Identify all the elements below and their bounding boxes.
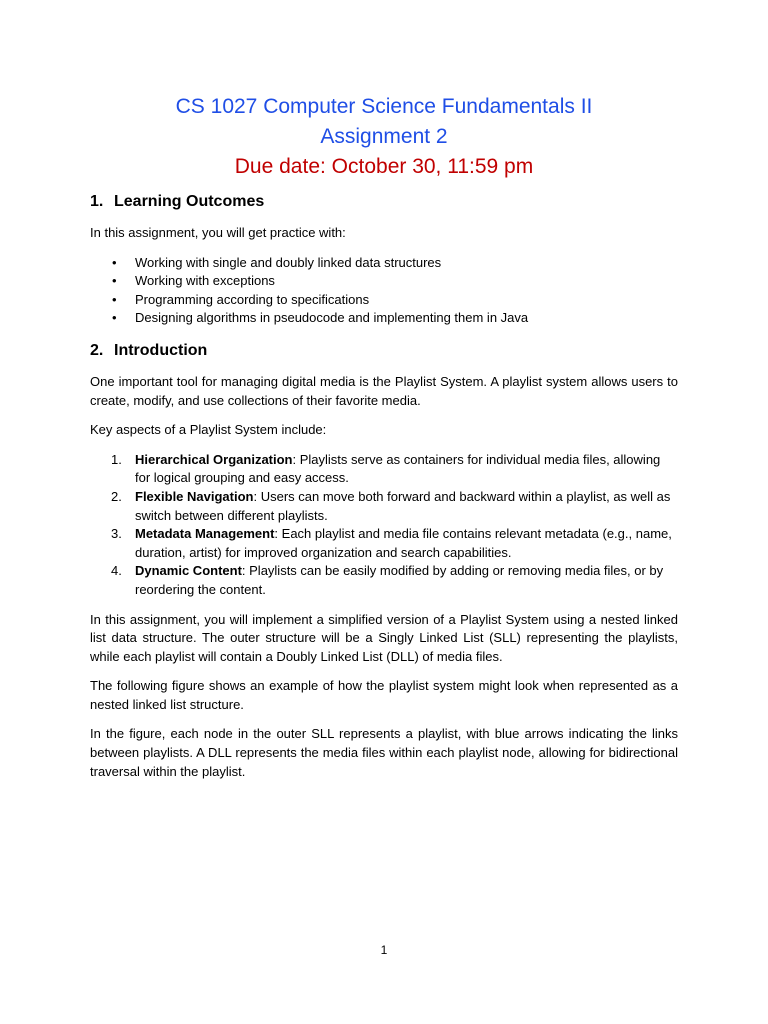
key-aspects-list [90,451,678,600]
document-body [90,190,678,792]
page-number: 1 [380,943,388,957]
intro-paragraph-3: In this assignment, you will implement a simplified version of a Playlist System using a nested linked list data structure. The outer structure will be a Singly Linked List (SLL) representing the playlists, while each playlist will contain a Doubly Linked List (DLL) of media files. [90,611,678,664]
list-item: 3. Metadata Management: Each playlist and media file contains relevant metadata (e.g., name, duration, artist) for improved organization and search capabilities. [111,526,672,560]
intro-paragraph-5: In the figure, each node in the outer SLL represents a playlist, with blue arrows indicating the links between playlists. A DLL represents the media files within each playlist node, allowing for bidirectional traversal within the playlist. [90,726,678,779]
list-item: • Designing algorithms in pseudocode and implementing them in Java [90,309,678,328]
intro-paragraph-4: The following figure shows an example of how the playlist system might look when represented as a nested linked list structure. [90,678,678,712]
intro-paragraph-2: Key aspects of a Playlist System include: [90,422,327,438]
title-block [0,92,768,182]
bullet-icon: • [112,310,117,326]
course-title: CS 1027 Computer Science Fundamentals II [175,95,593,118]
section-title: Introduction [114,341,208,359]
list-item: 1. Hierarchical Organization: Playlists serve as containers for individual media files, allowing for logical grouping and easy access. [111,451,661,486]
bullet-icon: • [112,291,117,307]
section-introduction-heading [90,339,678,363]
bullet-icon: • [112,273,117,289]
list-item: 2. Flexible Navigation: Users can move both forward and backward within a playlist, as well as switch between different playlists. [111,488,671,523]
list-item: • Working with single and doubly linked data structures [90,254,678,273]
section-title: Learning Outcomes [114,193,265,210]
learning-outcomes-list [90,254,678,328]
intro-paragraph-1: One important tool for managing digital media is the Playlist System. A playlist system allows users to create, modify, and use collections of their favorite media. [90,373,678,408]
section-learning-outcomes-heading [90,190,678,214]
bullet-icon: • [112,254,117,270]
section-number: 1. [90,193,104,210]
list-item: 4. Dynamic Content: Playlists can be easily modified by adding or removing media files, or by reordering the content. [111,563,664,597]
list-item: • Working with exceptions [90,272,678,291]
list-item: • Programming according to specifications [90,291,678,310]
learning-intro: In this assignment, you will get practice with: [90,225,346,240]
assignment-title: Assignment 2 [320,125,448,148]
section-number: 2. [90,341,104,359]
due-date: Due date: October 30, 11:59 pm [234,155,534,178]
